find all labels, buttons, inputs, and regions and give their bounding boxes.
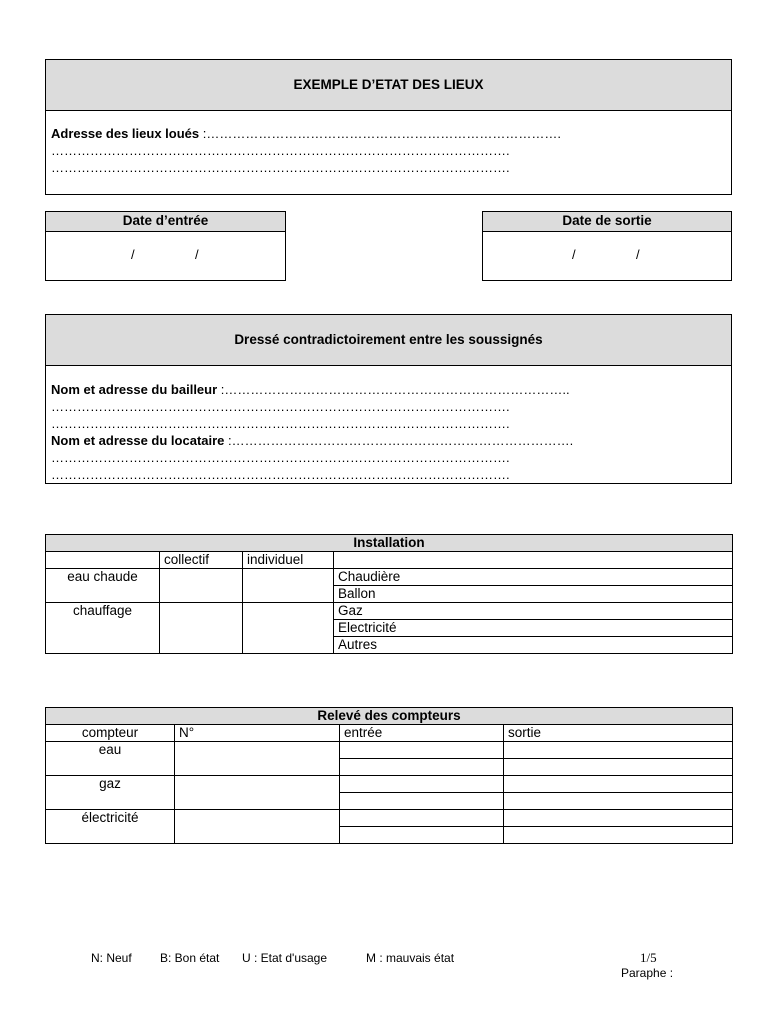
legend-bad: M : mauvais état bbox=[366, 951, 455, 965]
address-lines bbox=[46, 111, 731, 176]
entry-date-label: Date d’entrée bbox=[46, 212, 285, 232]
landlord-line-2[interactable]: ……………………………………………………………………………………………. bbox=[51, 399, 510, 414]
option-gas[interactable]: Gaz bbox=[334, 603, 733, 620]
hot-water-individual-cell[interactable] bbox=[243, 569, 334, 603]
water-entry-cell-2[interactable] bbox=[340, 759, 504, 776]
electricity-entry-cell-2[interactable] bbox=[340, 827, 504, 844]
entry-date-field[interactable] bbox=[46, 231, 285, 280]
option-other[interactable]: Autres bbox=[334, 637, 733, 654]
parties-title: Dressé contradictoirement entre les soussignés bbox=[46, 315, 731, 366]
legend-new: N: Neuf bbox=[91, 951, 132, 965]
landlord-line-1[interactable] bbox=[51, 381, 731, 398]
tenant-line-3[interactable]: ……………………………………………………………………………………………. bbox=[51, 467, 510, 482]
exit-date-field[interactable] bbox=[483, 231, 731, 280]
meters-col-meter: compteur bbox=[46, 725, 175, 742]
option-tank[interactable]: Ballon bbox=[334, 586, 733, 603]
gas-exit-cell-1[interactable] bbox=[504, 776, 733, 793]
installation-col-collective: collectif bbox=[160, 552, 243, 569]
exit-date-separator-1: / bbox=[572, 247, 576, 262]
installation-row-hot-water: eau chaude bbox=[46, 569, 160, 603]
meter-row-water: eau bbox=[46, 742, 175, 776]
exit-date-separator-2: / bbox=[636, 247, 640, 262]
meters-title: Relevé des compteurs bbox=[46, 708, 733, 725]
installation-col-type bbox=[334, 552, 733, 569]
hot-water-collective-cell[interactable] bbox=[160, 569, 243, 603]
meters-col-number: N° bbox=[175, 725, 340, 742]
heating-collective-cell[interactable] bbox=[160, 603, 243, 654]
landlord-label: Nom et adresse du bailleur bbox=[51, 382, 218, 397]
electricity-number-cell[interactable] bbox=[175, 810, 340, 844]
address-line-2[interactable]: ……………………………………………………………………………………………. bbox=[51, 143, 510, 158]
option-electricity[interactable]: Electricité bbox=[334, 620, 733, 637]
page-number: 1/5 bbox=[640, 950, 657, 965]
installation-title: Installation bbox=[46, 535, 733, 552]
meters-table bbox=[45, 707, 733, 844]
document-title: EXEMPLE D’ETAT DES LIEUX bbox=[46, 60, 731, 111]
gas-entry-cell-1[interactable] bbox=[340, 776, 504, 793]
installation-row-heating: chauffage bbox=[46, 603, 160, 654]
address-fill-1: :………………………………………………………………………. bbox=[199, 126, 561, 141]
water-exit-cell-1[interactable] bbox=[504, 742, 733, 759]
address-line-3[interactable]: ……………………………………………………………………………………………. bbox=[51, 160, 510, 175]
gas-number-cell[interactable] bbox=[175, 776, 340, 810]
meters-col-exit: sortie bbox=[504, 725, 733, 742]
water-entry-cell-1[interactable] bbox=[340, 742, 504, 759]
entry-date-separator-2: / bbox=[195, 247, 199, 262]
tenant-line-2[interactable]: ……………………………………………………………………………………………. bbox=[51, 450, 510, 465]
parties-lines bbox=[46, 366, 731, 483]
heating-individual-cell[interactable] bbox=[243, 603, 334, 654]
electricity-exit-cell-1[interactable] bbox=[504, 810, 733, 827]
water-number-cell[interactable] bbox=[175, 742, 340, 776]
meters-col-entry: entrée bbox=[340, 725, 504, 742]
installation-col-individual: individuel bbox=[243, 552, 334, 569]
option-boiler[interactable]: Chaudière bbox=[334, 569, 733, 586]
water-exit-cell-2[interactable] bbox=[504, 759, 733, 776]
tenant-line-1[interactable] bbox=[51, 432, 731, 449]
address-line-1[interactable] bbox=[51, 125, 731, 142]
installation-table bbox=[45, 534, 733, 654]
address-section bbox=[45, 59, 732, 195]
legend-used: U : Etat d'usage bbox=[242, 951, 328, 965]
parties-section bbox=[45, 314, 732, 484]
tenant-fill-1: :……………………………………………………………………. bbox=[224, 433, 574, 448]
tenant-label: Nom et adresse du locataire bbox=[51, 433, 225, 448]
legend-good: B: Bon état bbox=[160, 951, 220, 965]
meter-row-gas: gaz bbox=[46, 776, 175, 810]
exit-date-label: Date de sortie bbox=[483, 212, 731, 232]
gas-entry-cell-2[interactable] bbox=[340, 793, 504, 810]
landlord-fill-1: :…………………………………………………………………….. bbox=[217, 382, 570, 397]
entry-date-box bbox=[45, 211, 286, 281]
electricity-exit-cell-2[interactable] bbox=[504, 827, 733, 844]
initials-label: Paraphe : bbox=[621, 966, 674, 980]
electricity-entry-cell-1[interactable] bbox=[340, 810, 504, 827]
exit-date-box bbox=[482, 211, 732, 281]
address-label: Adresse des lieux loués bbox=[51, 126, 200, 141]
installation-corner-cell bbox=[46, 552, 160, 569]
gas-exit-cell-2[interactable] bbox=[504, 793, 733, 810]
meter-row-electricity: électricité bbox=[46, 810, 175, 844]
entry-date-separator-1: / bbox=[131, 247, 135, 262]
landlord-line-3[interactable]: ……………………………………………………………………………………………. bbox=[51, 416, 510, 431]
